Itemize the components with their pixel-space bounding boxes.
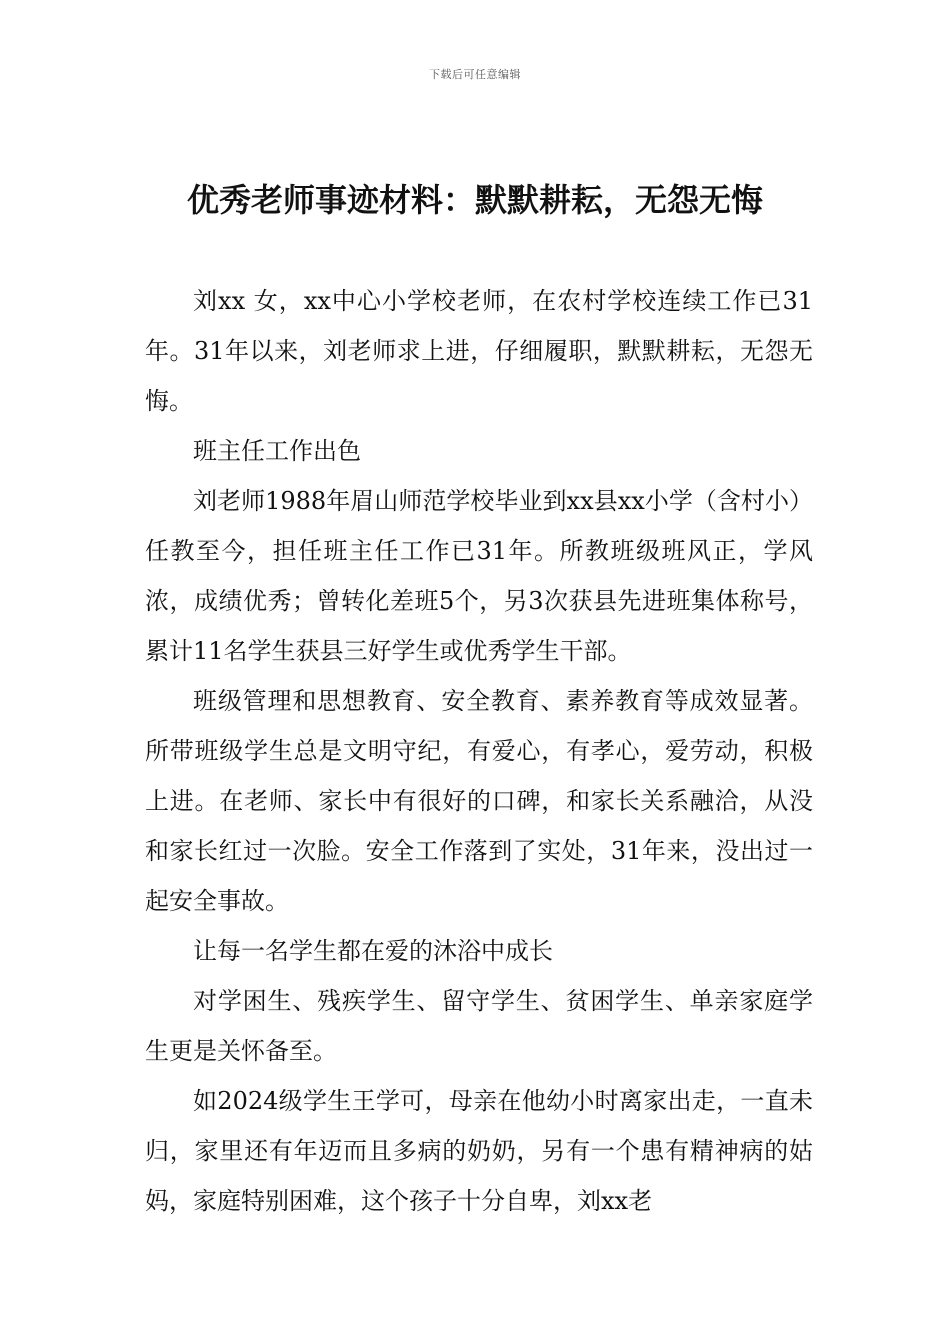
paragraph-class-management: 班级管理和思想教育、安全教育、素养教育等成效显著。所带班级学生总是文明守纪，有爱心，有孝心，爱劳动，积极上进。在老师、家长中有很好的口碑，和家长关系融洽，从没和家长红过一次脸。安全工作落到了实处，31年来，没出过一起安全事故。 — [145, 687, 813, 915]
paragraph-intro: 刘xx 女，xx中心小学校老师，在农村学校连续工作已31年。31年以来，刘老师求上进，仔细履职，默默耕耘，无怨无悔。 — [145, 287, 813, 415]
document-title: 优秀老师事迹材料：默默耕耘，无怨无悔 — [186, 181, 763, 219]
document-body — [145, 276, 813, 1226]
section-heading-love: 让每一名学生都在爱的沐浴中成长 — [193, 937, 553, 965]
header-note: 下载后可任意编辑 — [429, 68, 521, 81]
section-heading-class-teacher: 班主任工作出色 — [193, 437, 361, 465]
paragraph-example: 如2024级学生王学可，母亲在他幼小时离家出走，一直未归，家里还有年迈而且多病的奶奶，另有一个患有精神病的姑妈，家庭特别困难，这个孩子十分自卑，刘xx老 — [145, 1087, 813, 1215]
paragraph-career: 刘老师1988年眉山师范学校毕业到xx县xx小学（含村小）任教至今，担任班主任工作已31年。所教班级班风正，学风浓，成绩优秀；曾转化差班5个，另3次获县先进班集体称号，累计11名学生获县三好学生或优秀学生干部。 — [145, 487, 813, 665]
paragraph-care: 对学困生、残疾学生、留守学生、贫困学生、单亲家庭学生更是关怀备至。 — [145, 987, 813, 1065]
